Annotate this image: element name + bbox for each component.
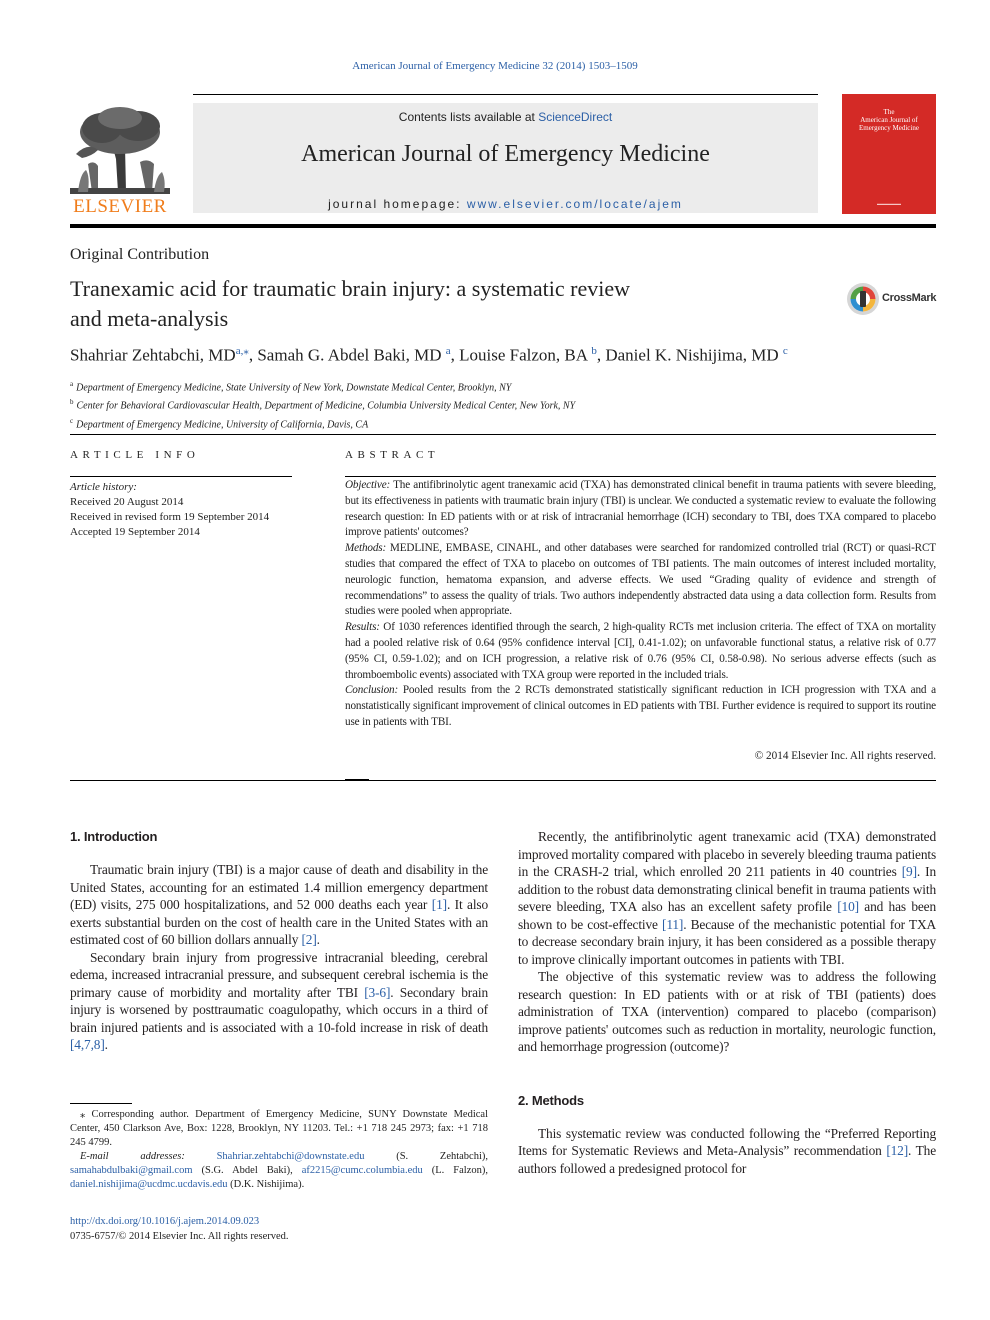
intro-paragraph-4: The objective of this systematic review was to address the following research question: In ED patients with or at risk of TBI (patients) does administration of TXA (intervention) compared to placebo (comparison) improve patients' outcomes such as reduction in mortality, neurologic function, and hemorrhage progression (outcome)? xyxy=(518,969,936,1054)
abstract-methods-text: MEDLINE, EMBASE, CINAHL, and other databases were searched for randomized controlled trial (RCT) or quasi-RCT studies that compared the effect of TXA to placebo on outcomes of TBI patients. The main outcomes of interest included mortality, neurologic function, hematoma expansion, and adverse effects. We used “Grading quality of evidence and strength of recommendations” to assess the quality of trials. Two authors independently abstracted data using a data collection form. Results from studies were pooled when appropriate. xyxy=(345,542,936,618)
author-name: Samah G. Abdel Baki, MD xyxy=(257,345,442,365)
cover-title-line-2: American Journal of xyxy=(860,116,918,124)
email-link[interactable]: af2215@cumc.columbia.edu xyxy=(301,1165,423,1176)
abstract-body xyxy=(345,478,936,731)
affiliation-text: Center for Behavioral Cardiovascular Health, Department of Medicine, Columbia University Medical Center, New York, NY xyxy=(76,400,576,412)
affiliation-text: Department of Emergency Medicine, University of California, Davis, CA xyxy=(76,418,369,430)
title-line-1: Tranexamic acid for traumatic brain injury: a systematic review xyxy=(70,276,630,301)
reference-link[interactable]: [9] xyxy=(901,864,917,879)
reference-link[interactable]: [1] xyxy=(431,897,447,912)
journal-name: American Journal of Emergency Medicine xyxy=(301,141,710,167)
cover-title-line-3: Emergency Medicine xyxy=(859,124,919,132)
body-column-left xyxy=(70,828,488,1054)
author-affiliation-ref[interactable]: c xyxy=(782,345,788,357)
abstract-results-label: Results: xyxy=(345,621,380,634)
history-accepted: Accepted 19 September 2014 xyxy=(70,526,200,538)
introduction-heading: 1. Introduction xyxy=(70,829,158,844)
email-label: E-mail addresses: xyxy=(80,1151,185,1162)
elsevier-tree-icon xyxy=(68,104,172,196)
history-revised: Received in revised form 19 September 2014 xyxy=(70,511,270,523)
contents-availability xyxy=(193,110,818,124)
author-affiliation-ref[interactable]: a xyxy=(445,345,451,357)
elsevier-wordmark: ELSEVIER xyxy=(73,196,167,217)
title-line-2: and meta-analysis xyxy=(70,306,229,331)
history-label: Article history: xyxy=(70,481,137,493)
email-link[interactable]: Shahriar.zehtabchi@downstate.edu xyxy=(216,1151,365,1162)
abstract-objective-text: The antifibrinolytic agent tranexamic acid (TXA) has demonstrated clinical benefit in trauma patients with severe bleeding, but its effectiveness in patients with traumatic brain injury (TBI) is unclear. We conducted a systematic review to evaluate the following research question: In ED patients with or at risk of intracranial hemorrhage (ICH) secondary to TBI, does TXA compared to placebo improve patients' outcomes? xyxy=(345,479,936,539)
reference-link[interactable]: [3-6] xyxy=(364,984,391,1000)
doi-link[interactable]: http://dx.doi.org/10.1016/j.ajem.2014.09.023 xyxy=(70,1216,260,1227)
article-history xyxy=(70,480,300,540)
email-link[interactable]: daniel.nishijima@ucdmc.ucdavis.edu xyxy=(70,1179,228,1190)
email-link[interactable]: samahabdulbaki@gmail.com xyxy=(70,1165,193,1176)
affiliation-key: b xyxy=(70,398,74,407)
reference-link[interactable]: [10] xyxy=(837,899,859,914)
doi-block xyxy=(70,1214,488,1244)
abstract-bottom-rule xyxy=(70,780,936,781)
journal-citation[interactable]: American Journal of Emergency Medicine 32 (2014) 1503–1509 xyxy=(352,60,638,72)
corresponding-author-note: ⁎ Corresponding author. Department of Emergency Medicine, SUNY Downstate Medical Center, 450 Clarkson Ave, Box: 1228, Brooklyn, NY 11203. Tel.: +1 718 245 2973; fax: +1 718 245 4799. xyxy=(70,1109,488,1148)
footnotes xyxy=(70,1108,488,1192)
body-column-right xyxy=(518,828,936,1177)
affiliation-item xyxy=(70,414,936,432)
affiliation-list xyxy=(70,377,936,432)
author-affiliation-ref[interactable]: b xyxy=(591,345,597,357)
history-received: Received 20 August 2014 xyxy=(70,496,184,508)
sciencedirect-link[interactable]: ScienceDirect xyxy=(538,110,613,124)
article-info-rule xyxy=(70,476,292,477)
email-addresses: E-mail addresses: Shahriar.zehtabchi@downstate.edu (S. Zehtabchi), samahabdulbaki@gmail.com (S.G. Abdel Baki), af2215@cumc.columbia.edu (L. Falzon), daniel.nishijima@ucdmc.ucdavis.edu (D.K. Nishijima). xyxy=(70,1151,489,1190)
footnote-rule xyxy=(70,1103,132,1104)
affiliation-item xyxy=(70,395,936,413)
affiliation-rule xyxy=(70,434,936,435)
methods-paragraph-1: This systematic review was conducted following the “Preferred Reporting Items for Systematic Reviews and Meta-Analysis” recommendation [12]. The authors followed a predesigned protocol for xyxy=(518,1125,936,1176)
intro-paragraph-2: Secondary brain injury from progressive intracranial bleeding, cerebral edema, increased intracranial pressure, and subsequent cerebral ischemia is the primary cause of morbidity and mortality after TBI [3-6]. Secondary brain injury is worsened by posttraumatic coagulopathy, which occurs in a third of brain injured patients and is associated with a 10-fold increase in risk of death [4,7,8]. xyxy=(70,949,488,1052)
abstract-copyright: © 2014 Elsevier Inc. All rights reserved. xyxy=(754,750,936,762)
abstract-heading: ABSTRACT xyxy=(345,449,440,461)
journal-homepage xyxy=(193,197,818,211)
article-info-heading: ARTICLE INFO xyxy=(70,449,200,461)
reference-link[interactable]: [11] xyxy=(662,916,684,932)
abstract-bottom-mark xyxy=(345,779,369,781)
crossmark-icon xyxy=(846,282,880,316)
author-name: Shahriar Zehtabchi, MD xyxy=(70,345,236,365)
abstract-objective-label: Objective: xyxy=(345,479,391,491)
author-name: Daniel K. Nishijima, MD xyxy=(605,345,779,365)
author-affiliation-ref[interactable]: a,⁎ xyxy=(235,345,249,357)
reference-link[interactable]: [12] xyxy=(886,1143,909,1158)
abstract-results xyxy=(345,620,936,683)
intro-paragraph-3: Recently, the antifibrinolytic agent tranexamic acid (TXA) demonstrated improved mortality compared with placebo in severely bleeding trauma patients in the CRASH-2 trial, which enrolled 20 211 patients in 40 countries [9]. In addition to the robust data demonstrating clinical benefit in trauma patients with severe bleeding, TXA also has an excellent safety profile [10] and has been shown to be cost-effective [11]. Because of the mechanistic potential for TXA to decrease secondary brain injury, it has been considered as a possible therapy to improve clinically important outcomes in patients with TBI. xyxy=(518,829,937,967)
header-bottom-rule xyxy=(70,224,936,228)
affiliation-text: Department of Emergency Medicine, State University of New York, Downstate Medical Center, Brooklyn, NY xyxy=(76,382,512,394)
abstract-methods-label: Methods: xyxy=(345,542,387,555)
abstract-methods xyxy=(345,541,936,620)
crossmark-label: CrossMark xyxy=(882,292,937,304)
methods-heading: 2. Methods xyxy=(518,1092,584,1108)
abstract-conclusion-text: Pooled results from the 2 RCTs demonstrated statistically significant reduction in ICH progression with TXA and a nonstatistically significant improvement of clinical outcomes in ED patients with TBI. Further evidence is required to support its routine use in patients with TBI. xyxy=(345,684,936,728)
author-name: Louise Falzon, BA xyxy=(459,345,588,365)
homepage-link[interactable]: www.elsevier.com/locate/ajem xyxy=(466,197,683,211)
abstract-objective xyxy=(345,478,936,541)
abstract-results-text: Of 1030 references identified through the search, 2 high-quality RCTs met inclusion criteria. The effect of TXA on mortality had a pooled relative risk of 0.64 (95% confidence interval [CI], 0.41-1.02); on unfavorable functional status, a relative risk of 0.77 (95% CI, 0.59-1.02); and on ICH progression, a relative risk of 0.76 (95% CI, 0.58-0.98). No serious adverse effects (such as thromboembolic events) associated with TXA group were reported in the included trials. xyxy=(345,621,936,681)
header-top-rule xyxy=(193,94,818,95)
reference-link[interactable]: [2] xyxy=(301,932,317,947)
affiliation-key: c xyxy=(70,416,74,425)
issn-copyright: 0735-6757/© 2014 Elsevier Inc. All rights reserved. xyxy=(70,1231,289,1242)
abstract-rule xyxy=(345,476,936,477)
section-type: Original Contribution xyxy=(70,246,210,263)
crossmark-badge[interactable] xyxy=(846,282,938,316)
affiliation-key: a xyxy=(70,380,74,388)
author-list: Shahriar Zehtabchi, $MD^{a,⁎}$, Samah G. Abdel Baki, MD $^a$, Louise Falzon, BA $^b$, Daniel K. Nishijima, MD $^c$ xyxy=(70,345,788,365)
reference-link[interactable]: [4,7,8] xyxy=(70,1037,105,1052)
elsevier-logo[interactable] xyxy=(68,104,172,216)
cover-footer-mark: ▬▬▬▬▬▬ xyxy=(877,201,901,206)
article-title xyxy=(70,274,770,334)
contents-prefix: Contents lists available at xyxy=(398,110,539,124)
affiliation-item xyxy=(70,377,936,395)
abstract-conclusion-label: Conclusion: xyxy=(345,684,399,697)
homepage-prefix: journal homepage: xyxy=(328,197,467,211)
cover-title-line-1: The xyxy=(883,108,895,116)
journal-cover-thumbnail[interactable] xyxy=(842,94,936,214)
intro-paragraph-1: Traumatic brain injury (TBI) is a major cause of death and disability in the United States, accounting for an estimated 1.4 million emergency department (ED) visits, 275 000 hospitalizations, and 52 000 deaths each year [1]. It also exerts substantial burden on the cost of health care in the United States with an estimated cost of 60 billion dollars annually [2]. xyxy=(70,862,489,947)
abstract-conclusion xyxy=(345,683,936,730)
journal-header-box xyxy=(193,103,818,213)
